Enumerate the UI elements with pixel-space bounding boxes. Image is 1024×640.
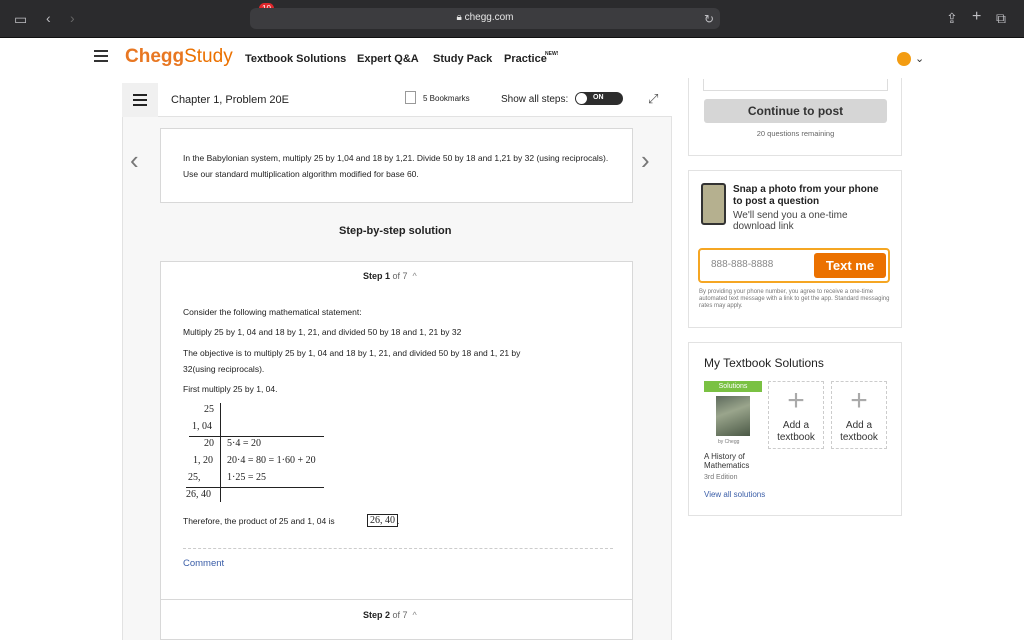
chapter-title: Chapter 1, Problem 20E xyxy=(171,94,290,106)
phone-placeholder[interactable]: 888-888-8888 xyxy=(711,259,774,270)
address-bar[interactable] xyxy=(250,8,720,29)
solution-title: Step-by-step solution xyxy=(339,225,452,237)
step-1-header[interactable]: Step 1 of 7 ^ xyxy=(363,271,417,281)
questions-remaining: 20 questions remaining xyxy=(756,129,835,138)
url-text: chegg.com xyxy=(464,12,514,23)
practice-new-badge: NEW! xyxy=(545,51,559,57)
add-textbook-label[interactable]: Add a textbook xyxy=(840,420,878,443)
textbook-cover[interactable] xyxy=(716,396,750,436)
nav-study-pack[interactable]: Study Pack xyxy=(433,53,493,65)
chevron-up-icon: ^ xyxy=(412,271,417,281)
show-steps-toggle[interactable]: ON xyxy=(575,92,623,105)
nav-practice[interactable]: Practice xyxy=(504,53,547,65)
prev-arrow-icon[interactable]: ‹ xyxy=(130,145,139,175)
next-arrow-icon[interactable]: › xyxy=(641,145,650,175)
result-box: 26, 40 xyxy=(367,514,398,527)
snap-title: Snap a photo from your phone to post a question xyxy=(733,184,879,207)
show-all-steps-label: Show all steps: xyxy=(501,94,569,105)
textbook-name[interactable]: A History of Mathematics xyxy=(704,452,750,470)
step-box xyxy=(160,261,633,640)
tabs-overview-icon[interactable]: ⧉ xyxy=(996,10,1006,26)
list-icon[interactable] xyxy=(122,83,158,117)
bookmark-icon[interactable] xyxy=(405,91,416,104)
menu-icon[interactable] xyxy=(94,50,108,65)
snap-subtitle: We'll send you a one-time download link xyxy=(733,210,848,232)
chegg-logo[interactable]: CheggStudy xyxy=(125,46,233,67)
plus-icon: + xyxy=(850,384,868,417)
bookmarks-count[interactable]: 5 Bookmarks xyxy=(423,94,470,103)
forward-icon[interactable]: › xyxy=(70,10,75,26)
expand-icon[interactable]: ⤢ xyxy=(648,91,659,106)
step-text: First multiply 25 by 1, 04. xyxy=(183,384,278,394)
step-text: 32(using reciprocals). xyxy=(183,364,265,374)
divider xyxy=(161,599,632,600)
comment-link[interactable]: Comment xyxy=(183,558,225,569)
my-textbooks-title: My Textbook Solutions xyxy=(704,356,824,370)
phone-icon xyxy=(701,183,726,225)
problem-text: In the Babylonian system, multiply 25 by 1,04 and 18 by 1,21. Divide 50 by 18 and 1,21 by 32 (using reciprocals). Use our standard multiplication algorithm modified for base 60. xyxy=(183,153,609,179)
lock-icon: 🔒︎ xyxy=(456,12,462,23)
text-me-button[interactable]: Text me xyxy=(814,253,886,278)
step-text: Multiply 25 by 1, 04 and 18 by 1, 21, and divided 50 by 18 and 1, 21 by 32 xyxy=(183,327,462,337)
divider xyxy=(183,548,613,549)
legal-text: By providing your phone number, you agree to receive a one-time automated text message with a link to get the app. Standard messaging rates may apply. xyxy=(699,289,890,309)
back-icon[interactable]: ‹ xyxy=(46,10,51,26)
nav-expert-qa[interactable]: Expert Q&A xyxy=(357,53,419,65)
result-suffix: . xyxy=(397,516,400,526)
chevron-down-icon[interactable]: ⌄ xyxy=(915,53,925,65)
step-2-header[interactable]: Step 2 of 7 ^ xyxy=(363,610,417,620)
solutions-badge: Solutions xyxy=(704,381,762,392)
new-tab-icon[interactable]: + xyxy=(972,8,982,25)
browser-toolbar xyxy=(0,0,1024,38)
step-conclusion: Therefore, the product of 25 and 1, 04 is xyxy=(183,516,335,526)
textbook-by: by Chegg xyxy=(718,439,740,445)
add-textbook-label[interactable]: Add a textbook xyxy=(777,420,815,443)
step-text: Consider the following mathematical statement: xyxy=(183,307,362,317)
nav-textbook-solutions[interactable]: Textbook Solutions xyxy=(245,53,347,65)
question-input[interactable] xyxy=(703,79,888,91)
textbook-edition: 3rd Edition xyxy=(704,474,738,481)
sidebar-toggle-icon[interactable]: ▭ xyxy=(14,11,28,27)
reload-icon[interactable]: ↻ xyxy=(704,12,715,26)
continue-to-post-button[interactable]: Continue to post xyxy=(704,99,887,123)
plus-icon: + xyxy=(787,384,805,417)
avatar[interactable] xyxy=(897,52,911,66)
chevron-up-icon: ^ xyxy=(412,610,417,620)
step-text: The objective is to multiply 25 by 1, 04 and 18 by 1, 21, and divided 50 by 18 and 1, 21 by xyxy=(183,348,521,358)
view-all-solutions-link[interactable]: View all solutions xyxy=(704,490,766,499)
share-icon[interactable]: ⇪ xyxy=(946,10,958,26)
